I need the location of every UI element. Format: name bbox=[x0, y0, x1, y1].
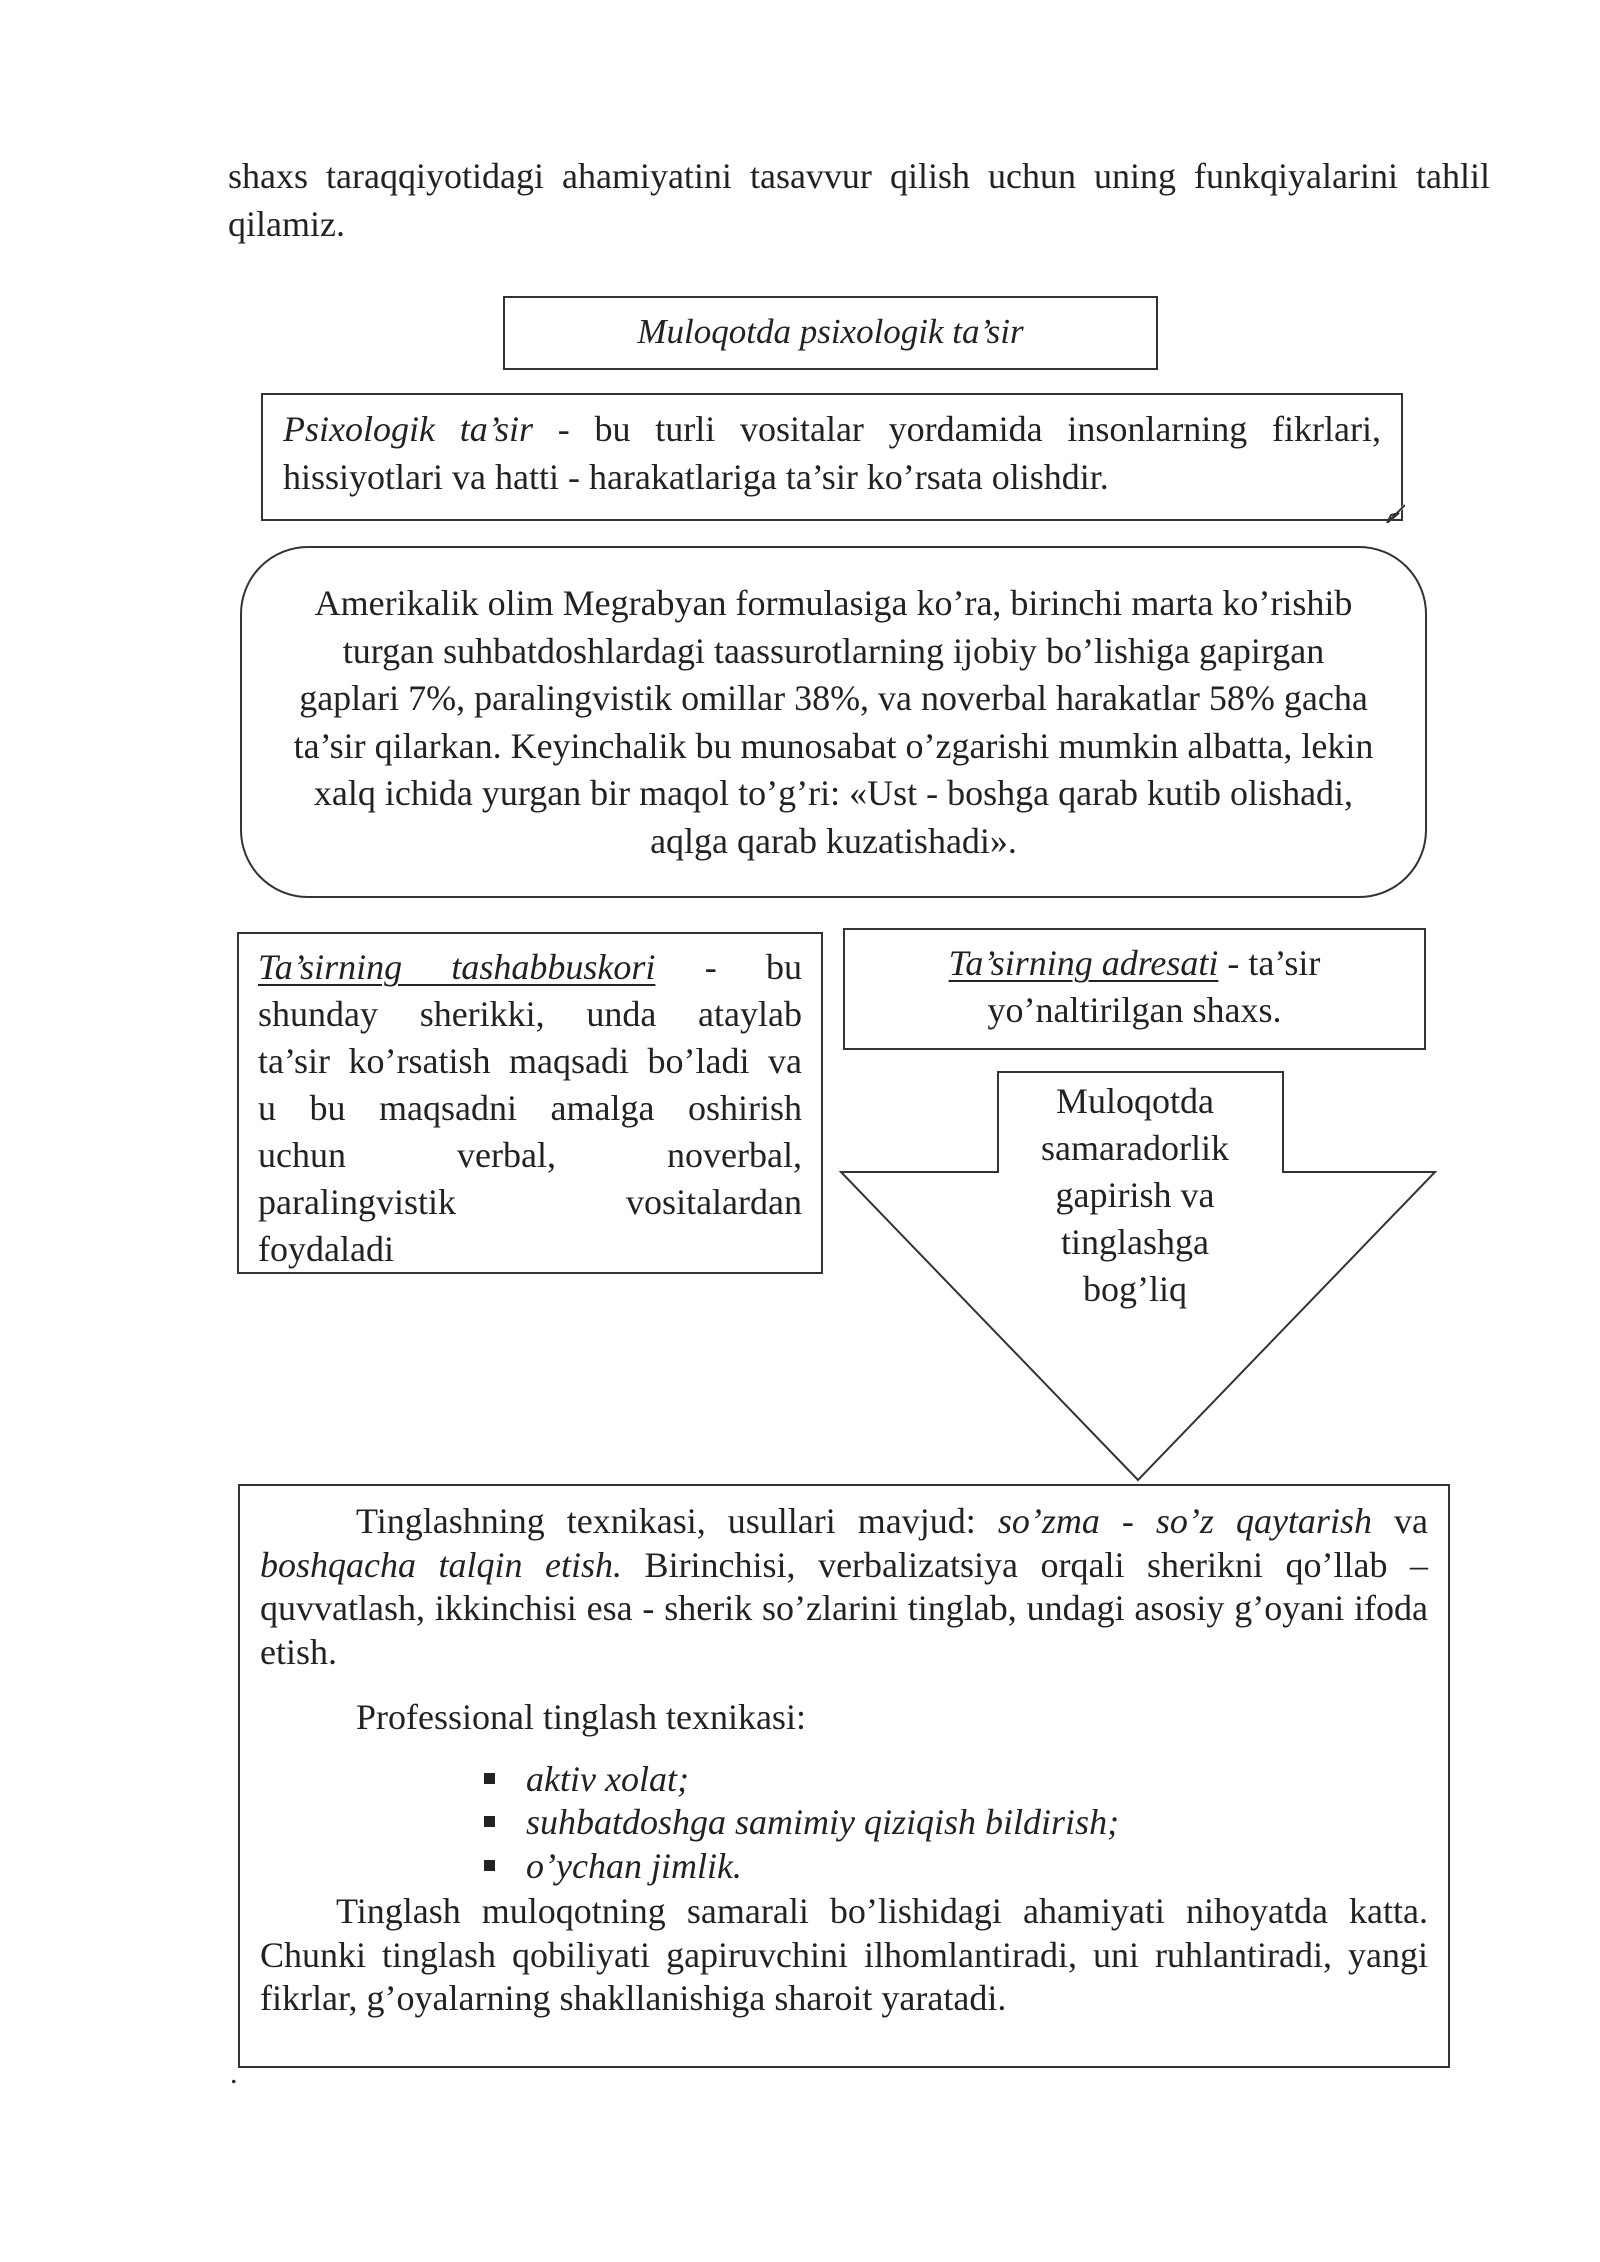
square-bullet-icon bbox=[484, 1860, 495, 1871]
addressee-text: - ta’sir yo’naltirilgan shaxs. bbox=[987, 943, 1321, 1030]
square-bullet-icon bbox=[484, 1773, 495, 1784]
technique-term: boshqacha talqin etish. bbox=[260, 1544, 623, 1585]
mehrabian-formula-box: Amerikalik olim Megrabyan formulasiga ko’ra, birinchi marta ko’rishib turgan suhbatdoshlardagi taassurotlarning ijobiy bo’lishiga gapirgan gaplari 7%, paralingvistik omillar 38%, va noverbal harakatlar 58% gacha ta’sir qilarkan. Keyinchalik bu munosabat o’zgarishi mumkin albatta, lekin xalq ichida yurgan bir maqol to’g’ri: «Ust - boshga qarab kutib olishadi, aqlga qarab kuzatishadi». bbox=[240, 546, 1427, 898]
arrow-line: Muloqotda bbox=[1056, 1081, 1214, 1121]
initiator-line-6: paralingvistik vositalardan bbox=[258, 1182, 802, 1222]
definition-text: - bu turli vositalar yordamida insonlarning fikrlari, hissiyotlari va hatti - harakatlariga ta’sir ko’rsata olishdir. bbox=[283, 409, 1381, 497]
definition-term: Psixologik ta’sir bbox=[283, 409, 534, 449]
intro-paragraph: shaxs taraqqiyotidagi ahamiyatini tasavvur qilish uchun uning funkqiyalarini tahlil qilamiz. bbox=[228, 156, 1490, 244]
stray-mark: . bbox=[230, 2057, 238, 2090]
listening-box bbox=[238, 1484, 1450, 2068]
listening-paragraph-1: Tinglashning texnikasi, usullari mavjud: so’zma - so’z qaytarish va boshqacha talqin etish. Birinchisi, verbalizatsiya orqali sherikni qo’llab – quvvatlash, ikkinchisi esa - sherik so’zlarini tinglab, undagi asosiy g’oyani ifoda etish. bbox=[260, 1501, 1428, 1672]
technique-term: so’zma - so’z qaytarish bbox=[997, 1501, 1372, 1541]
arrow-line: bog’liq bbox=[1083, 1269, 1187, 1309]
addressee-term: Ta’sirning adresati bbox=[948, 943, 1219, 983]
initiator-line-5: uchun verbal, noverbal, bbox=[258, 1135, 802, 1175]
arrow-line: gapirish va bbox=[1055, 1175, 1215, 1215]
initiator-line-1: Ta’sirning tashabbuskori - bu bbox=[258, 947, 802, 987]
initiator-line-2: shunday sherikki, unda ataylab bbox=[258, 994, 802, 1034]
list-item: o’ychan jimlik. bbox=[526, 1845, 1428, 1889]
initiator-term: Ta’sirning tashabbuskori bbox=[258, 947, 656, 987]
initiator-box bbox=[237, 932, 823, 1274]
technique-list bbox=[260, 1758, 1428, 1889]
listening-heading: Professional tinglash texnikasi: bbox=[356, 1697, 806, 1737]
arrow-text bbox=[990, 1078, 1280, 1313]
initiator-line-3: ta’sir ko’rsatish maqsadi bo’ladi va bbox=[258, 1041, 802, 1081]
initiator-line-7: foydaladi bbox=[258, 1229, 394, 1269]
definition-box bbox=[261, 393, 1403, 521]
page-fold-corner bbox=[1385, 503, 1405, 523]
diagram-title-box: Muloqotda psixologik ta’sir bbox=[503, 296, 1158, 370]
arrow-line: tinglashga bbox=[1061, 1222, 1209, 1262]
list-item: aktiv xolat; bbox=[526, 1758, 1428, 1802]
listening-paragraph-2: Tinglash muloqotning samarali bo’lishidagi ahamiyati nihoyatda katta. Chunki tinglash qobiliyati gapiruvchini ilhomlantiradi, uni ruhlantiradi, yangi fikrlar, g’oyalarning shakllanishiga sharoit yaratadi. bbox=[260, 1891, 1428, 2018]
arrow-line: samaradorlik bbox=[1041, 1128, 1229, 1168]
list-item: suhbatdoshga samimiy qiziqish bildirish; bbox=[526, 1801, 1428, 1845]
square-bullet-icon bbox=[484, 1816, 495, 1827]
addressee-box bbox=[843, 928, 1426, 1050]
initiator-line-4: u bu maqsadni amalga oshirish bbox=[258, 1088, 802, 1128]
